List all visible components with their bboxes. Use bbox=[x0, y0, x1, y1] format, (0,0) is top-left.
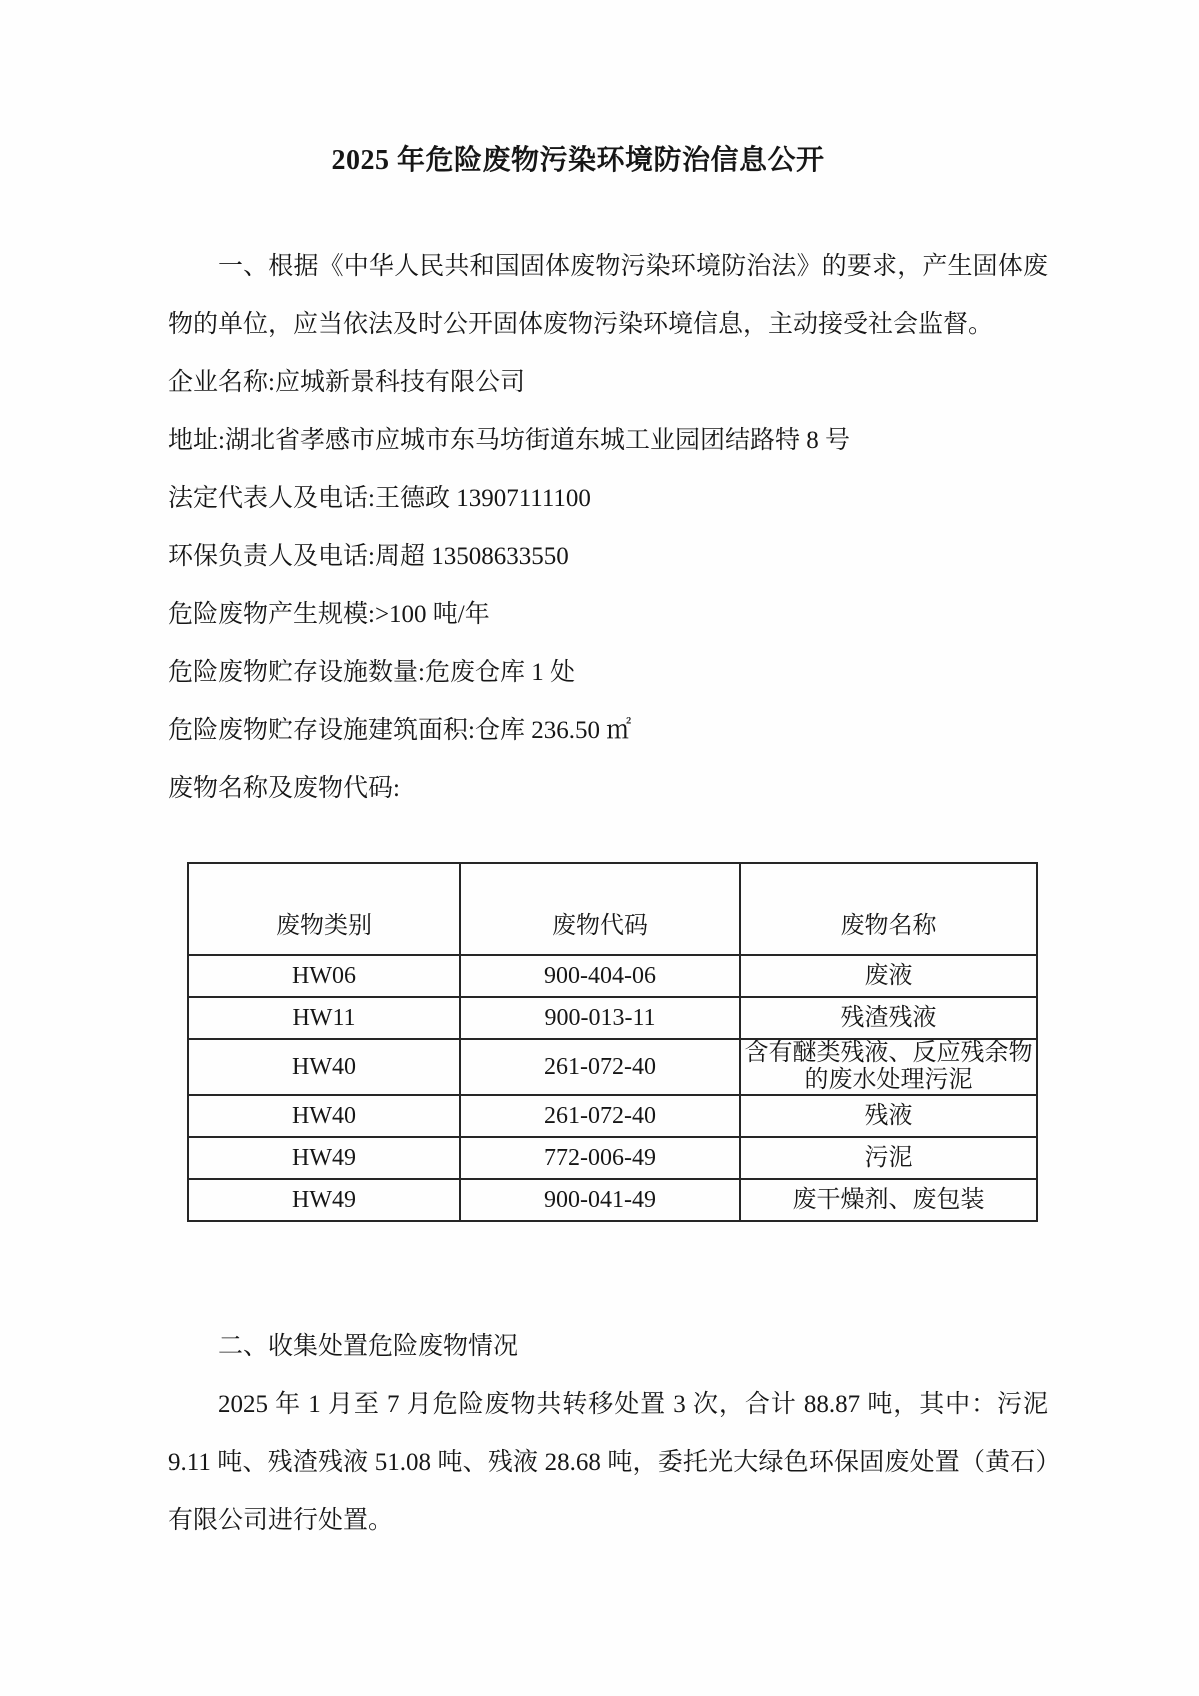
table-row bbox=[188, 1039, 1037, 1095]
storage-facility-count-line: 危险废物贮存设施数量:危废仓库 1 处 bbox=[168, 659, 575, 686]
waste-code-table bbox=[187, 862, 1038, 1222]
header-waste-name: 废物名称 bbox=[740, 863, 1037, 955]
section2-heading: 二、收集处置危险废物情况 bbox=[218, 1333, 519, 1360]
waste-name-cell: 废液 bbox=[740, 955, 1037, 997]
waste-category-cell: HW40 bbox=[188, 1095, 460, 1137]
waste-category-cell: HW11 bbox=[188, 997, 460, 1039]
waste-name-cell: 含有醚类残液、反应残余物的废水处理污泥 bbox=[740, 1039, 1037, 1095]
env-officer-line: 环保负责人及电话:周超 13508633550 bbox=[168, 543, 569, 570]
table-row bbox=[188, 1137, 1037, 1179]
table-row bbox=[188, 1179, 1037, 1221]
company-name-line: 企业名称:应城新景科技有限公司 bbox=[168, 369, 525, 396]
intro-paragraph: 一、根据《中华人民共和国固体废物污染环境防治法》的要求，产生固体废物的单位，应当依法及时公开固体废物污染环境信息，主动接受社会监督。 bbox=[168, 253, 1048, 338]
waste-name-cell: 残液 bbox=[740, 1095, 1037, 1137]
waste-code-cell: 900-041-49 bbox=[460, 1179, 740, 1221]
waste-name-cell: 残渣残液 bbox=[740, 997, 1037, 1039]
table-header-row bbox=[188, 863, 1037, 955]
waste-name-cell: 污泥 bbox=[740, 1137, 1037, 1179]
waste-category-cell: HW49 bbox=[188, 1137, 460, 1179]
waste-category-cell: HW40 bbox=[188, 1039, 460, 1095]
address-line: 地址:湖北省孝感市应城市东马坊街道东城工业园团结路特 8 号 bbox=[168, 427, 850, 454]
storage-facility-area-line: 危险废物贮存设施建筑面积:仓库 236.50 ㎡ bbox=[168, 717, 632, 744]
waste-category-cell: HW49 bbox=[188, 1179, 460, 1221]
waste-code-cell: 772-006-49 bbox=[460, 1137, 740, 1179]
waste-name-cell: 废干燥剂、废包装 bbox=[740, 1179, 1037, 1221]
waste-code-cell: 900-404-06 bbox=[460, 955, 740, 997]
legal-representative-line: 法定代表人及电话:王德政 13907111100 bbox=[168, 485, 591, 512]
section2-paragraph: 2025 年 1 月至 7 月危险废物共转移处置 3 次，合计 88.87 吨，其中：污泥 9.11 吨、残渣残液 51.08 吨、残液 28.68 吨，委托光大绿色环保固废处置（黄石）有限公司进行处置。 bbox=[168, 1391, 1048, 1534]
waste-code-cell: 261-072-40 bbox=[460, 1039, 740, 1095]
header-waste-code: 废物代码 bbox=[460, 863, 740, 955]
table-row bbox=[188, 1095, 1037, 1137]
waste-category-cell: HW06 bbox=[188, 955, 460, 997]
waste-table-label: 废物名称及废物代码: bbox=[168, 775, 400, 802]
table-row bbox=[188, 997, 1037, 1039]
production-scale-line: 危险废物产生规模:>100 吨/年 bbox=[168, 601, 490, 628]
waste-code-cell: 261-072-40 bbox=[460, 1095, 740, 1137]
table-row bbox=[188, 955, 1037, 997]
waste-code-cell: 900-013-11 bbox=[460, 997, 740, 1039]
header-waste-category: 废物类别 bbox=[188, 863, 460, 955]
page-title: 2025 年危险废物污染环境防治信息公开 bbox=[331, 145, 825, 176]
